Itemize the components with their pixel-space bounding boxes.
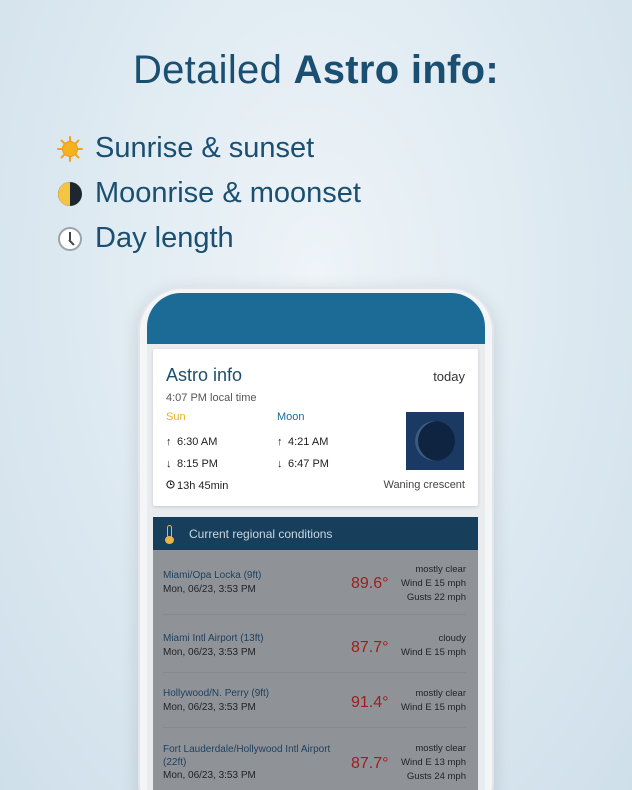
moon-icon — [56, 180, 84, 208]
station-temp: 87.7° — [351, 639, 389, 656]
station-name[interactable]: Miami Intl Airport (13ft) — [163, 633, 264, 644]
headline-normal: Detailed — [132, 48, 283, 92]
headline — [0, 48, 632, 93]
astro-info-card[interactable] — [153, 349, 478, 506]
astro-title: Astro info — [166, 365, 243, 385]
gusts-text: Gusts 22 mph — [406, 592, 466, 603]
moonset-time: 6:47 PM — [288, 458, 329, 470]
arrow-down-icon: ↓ — [166, 458, 172, 470]
wind-text: Wind E 15 mph — [401, 702, 466, 713]
moonrise-time: 4:21 AM — [288, 436, 329, 448]
sunset-row — [166, 453, 228, 475]
moon-phase-label: Waning crescent — [383, 479, 465, 491]
station-name[interactable]: Miami/Opa Locka (9ft) — [163, 570, 262, 581]
station-row[interactable] — [163, 621, 466, 673]
sun-column — [166, 411, 228, 497]
feature-list — [56, 126, 361, 261]
local-time: 4:07 PM local time — [166, 392, 257, 404]
moonrise-row — [277, 431, 329, 453]
phone-screen — [147, 293, 485, 790]
condition-text: cloudy — [438, 633, 466, 644]
clock-icon — [166, 480, 177, 492]
feature-text: Sunrise & sunset — [95, 132, 315, 164]
app-bar — [147, 293, 485, 344]
station-conditions — [401, 632, 466, 660]
regional-conditions-card — [153, 517, 478, 790]
moon-phase-icon — [406, 412, 464, 470]
station-temp: 91.4° — [351, 694, 389, 711]
condition-text: mostly clear — [415, 743, 466, 754]
arrow-up-icon: ↑ — [277, 436, 283, 448]
station-row[interactable] — [163, 676, 466, 728]
condition-text: mostly clear — [415, 688, 466, 699]
gusts-text: Gusts 24 mph — [406, 771, 466, 782]
station-time: Mon, 06/23, 3:53 PM — [163, 647, 256, 658]
moonset-row — [277, 453, 329, 475]
station-name[interactable]: Fort Lauderdale/Hollywood Intl Airport (22ft) — [163, 744, 331, 768]
sun-icon — [56, 135, 84, 163]
regional-header[interactable] — [153, 517, 478, 550]
station-conditions — [401, 563, 466, 605]
thermometer-icon — [165, 525, 174, 543]
station-temp: 89.6° — [351, 575, 389, 592]
station-row[interactable] — [163, 731, 466, 790]
moon-column — [277, 411, 329, 475]
station-name[interactable]: Hollywood/N. Perry (9ft) — [163, 688, 270, 699]
headline-bold: Astro info: — [293, 48, 500, 92]
station-time: Mon, 06/23, 3:53 PM — [163, 584, 256, 595]
sunrise-row — [166, 431, 228, 453]
station-conditions — [401, 742, 466, 784]
station-time: Mon, 06/23, 3:53 PM — [163, 702, 256, 713]
wind-text: Wind E 15 mph — [401, 578, 466, 589]
day-length-row — [166, 475, 228, 497]
sunset-time: 8:15 PM — [177, 458, 218, 470]
sunrise-time: 6:30 AM — [177, 436, 218, 448]
astro-today[interactable]: today — [433, 369, 465, 384]
feature-item — [56, 126, 361, 171]
wind-text: Wind E 15 mph — [401, 647, 466, 658]
feature-text: Day length — [95, 222, 234, 254]
feature-item — [56, 216, 361, 261]
regional-title: Current regional conditions — [189, 526, 333, 541]
station-temp: 87.7° — [351, 755, 389, 772]
station-conditions — [401, 687, 466, 715]
condition-text: mostly clear — [415, 564, 466, 575]
station-row[interactable] — [163, 563, 466, 615]
wind-text: Wind E 13 mph — [401, 757, 466, 768]
arrow-down-icon: ↓ — [277, 458, 283, 470]
feature-text: Moonrise & moonset — [95, 177, 361, 209]
day-length: 13h 45min — [177, 480, 229, 492]
sun-label: Sun — [166, 411, 186, 423]
moon-label: Moon — [277, 411, 305, 423]
clock-icon — [56, 225, 84, 253]
station-time: Mon, 06/23, 3:53 PM — [163, 770, 256, 781]
feature-item — [56, 171, 361, 216]
arrow-up-icon: ↑ — [166, 436, 172, 448]
